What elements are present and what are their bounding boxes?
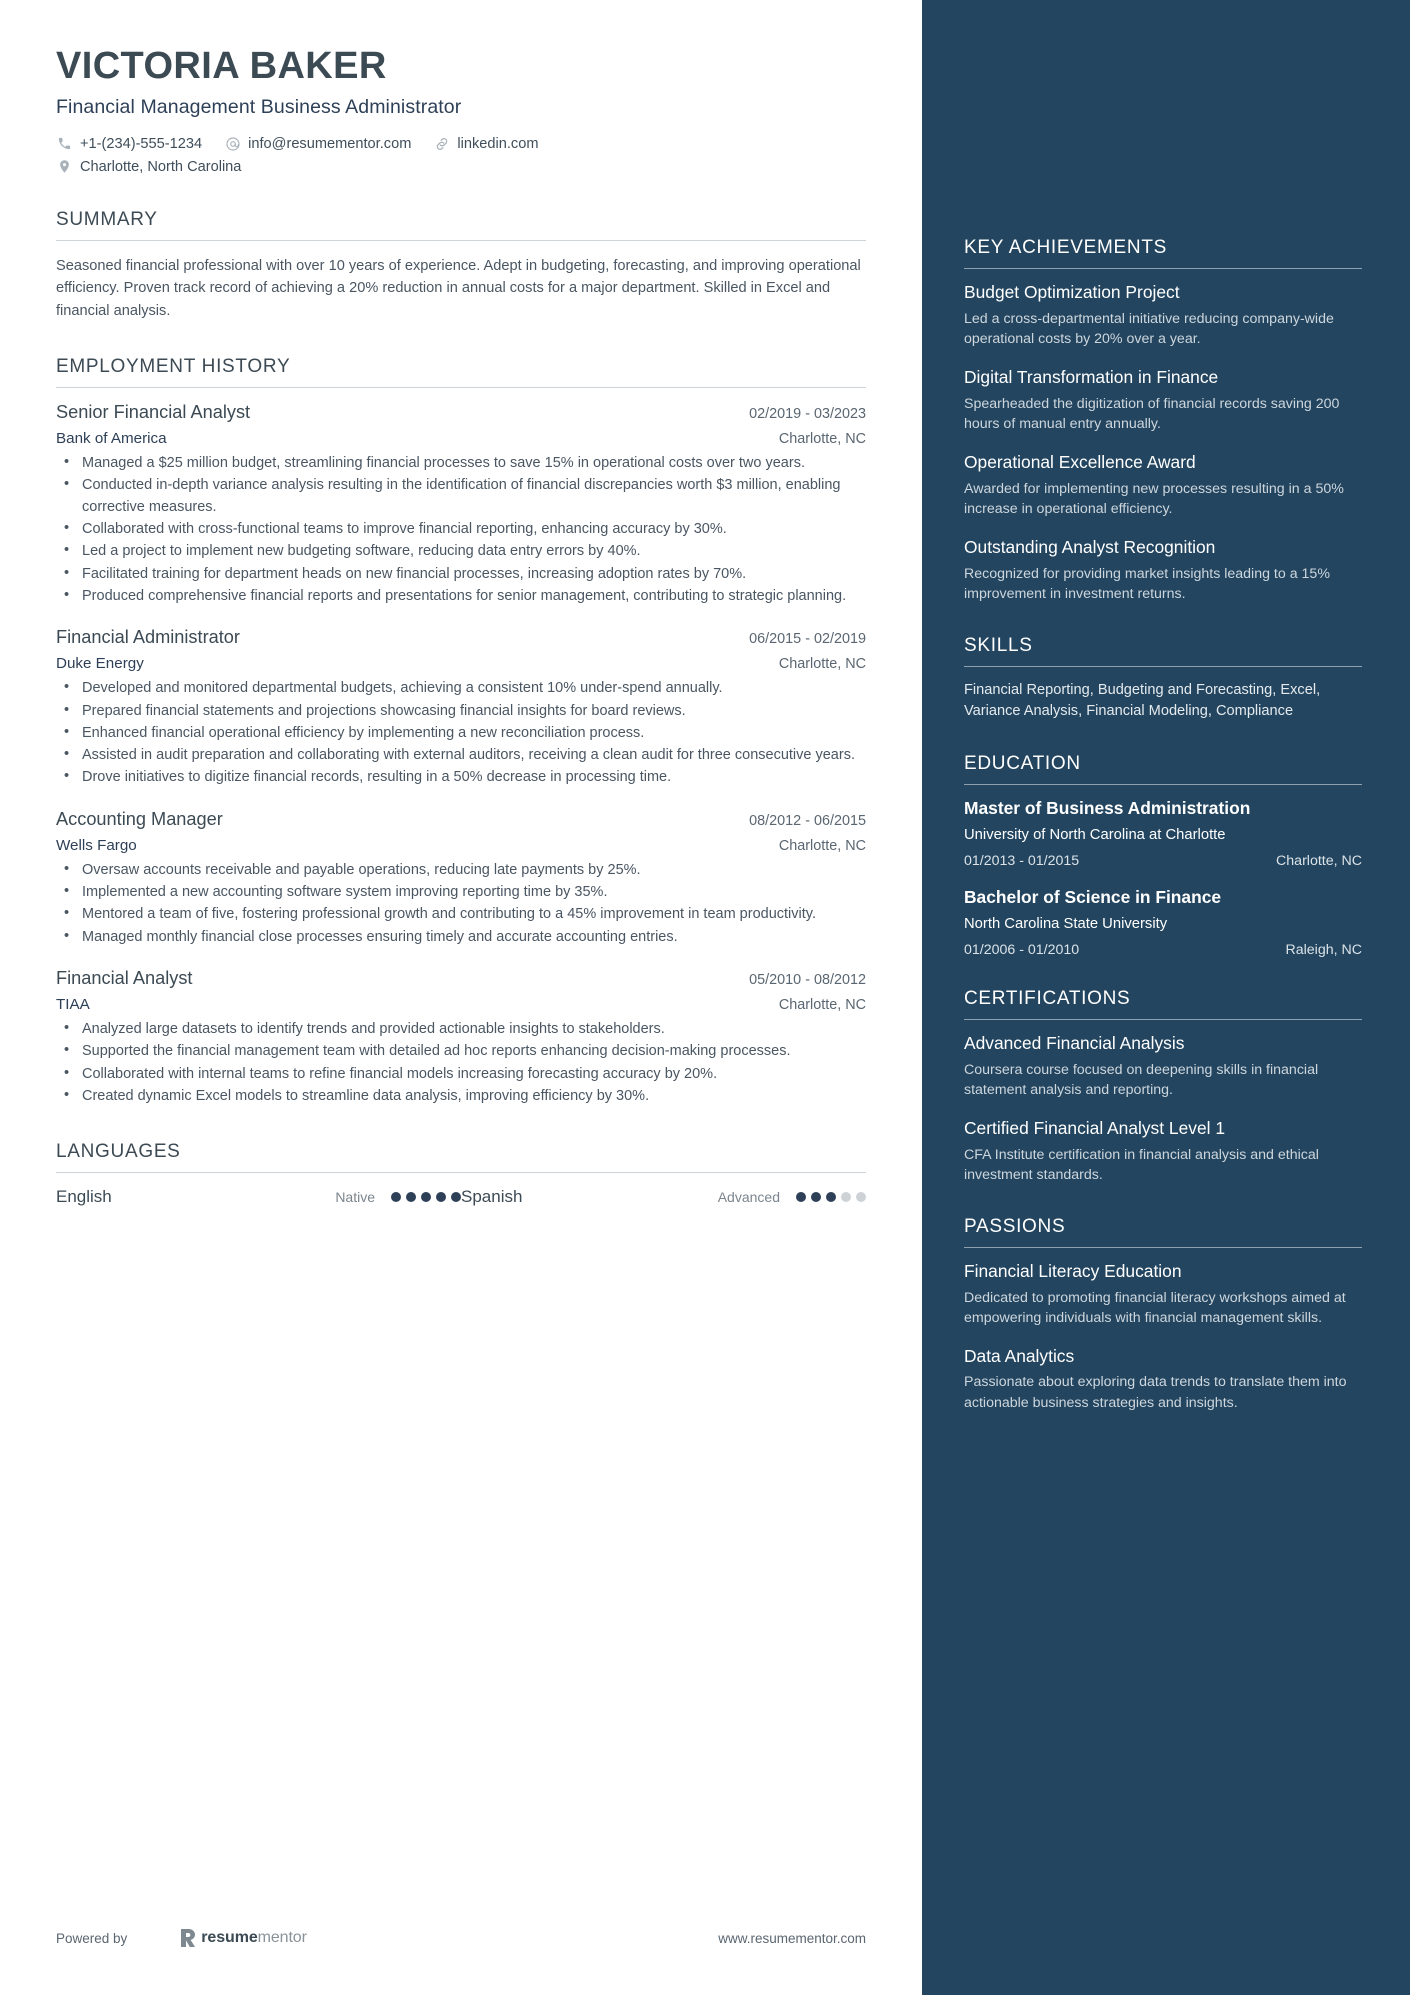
education-dates: 01/2013 - 01/2015 [964, 852, 1080, 869]
sidebar-entry-desc: Coursera course focused on deepening skills in financial statement analysis and reporting. [964, 1061, 1319, 1099]
job-bullet: • Implemented a new accounting software system improving reporting time by 35%. [56, 882, 866, 903]
candidate-job-title: Financial Management Business Administrator [56, 96, 462, 119]
language-proficiency-dots [796, 1192, 866, 1202]
job-role: Financial Analyst [56, 968, 193, 989]
sidebar-entry-title: Digital Transformation in Finance [964, 366, 1219, 387]
job-bullet: • Supported the financial management team with detailed ad hoc reports enhancing decision-making processes. [56, 1041, 866, 1062]
sidebar-entry-title: Advanced Financial Analysis [964, 1032, 1185, 1053]
job-bullet: • Oversaw accounts receivable and payable operations, reducing late payments by 25%. [56, 860, 866, 881]
education-location: Charlotte, NC [1276, 852, 1362, 869]
skills-heading: SKILLS [964, 634, 1033, 656]
job-title-row [56, 402, 866, 423]
sidebar-entry [964, 1118, 1362, 1186]
sidebar-entry [964, 1261, 1362, 1329]
job-company-row [56, 655, 866, 672]
job-bullet: • Managed monthly financial close processes ensuring timely and accurate accounting entries. [56, 927, 866, 948]
sidebar-entry-title: Outstanding Analyst Recognition [964, 536, 1216, 557]
job-company: Duke Energy [56, 655, 144, 673]
location-pin-icon [56, 158, 73, 175]
language-level: Advanced [717, 1189, 780, 1206]
job-bullet: • Managed a $25 million budget, streamlining financial processes to save 15% in operational costs over two years. [56, 453, 866, 474]
proficiency-dot [841, 1192, 851, 1202]
passions-divider [964, 1247, 1362, 1248]
education-section [964, 753, 1362, 958]
job-bullets [56, 678, 866, 789]
sidebar-entry [964, 282, 1362, 350]
job-bullets [56, 1019, 866, 1107]
employment-heading: EMPLOYMENT HISTORY [56, 356, 291, 378]
employment-divider [56, 387, 866, 388]
linkedin-text: linkedin.com [457, 135, 539, 152]
job-title-row [56, 627, 866, 648]
job-bullet: • Mentored a team of five, fostering professional growth and contributing to a 45% improvement in team productivity. [56, 904, 866, 925]
contact-line-1 [56, 135, 866, 152]
job-location: Charlotte, NC [778, 656, 866, 673]
contact-location [56, 158, 241, 175]
job-bullet: • Collaborated with internal teams to refine financial models increasing forecasting accuracy by 20%. [56, 1064, 866, 1085]
proficiency-dot [421, 1192, 431, 1202]
job-bullet: • Drove initiatives to digitize financial records, resulting in a 50% decrease in processing time. [56, 767, 866, 788]
languages-section [56, 1141, 866, 1207]
sidebar-entry-title: Certified Financial Analyst Level 1 [964, 1117, 1225, 1138]
job-bullet: • Conducted in-depth variance analysis resulting in the identification of financial discrepancies worth $3 million, enabling corrective measures. [56, 475, 866, 518]
resumementor-wordmark [201, 1929, 307, 1947]
job-location: Charlotte, NC [778, 997, 866, 1014]
link-icon [433, 135, 450, 152]
sidebar-column [922, 0, 1410, 1995]
contact-email[interactable] [224, 135, 411, 152]
proficiency-dot [796, 1192, 806, 1202]
sidebar-entry [964, 537, 1362, 605]
passions-list [964, 1261, 1362, 1414]
languages-list [56, 1187, 866, 1207]
achievements-divider [964, 268, 1362, 269]
sidebar-entry-title: Data Analytics [964, 1345, 1075, 1366]
language-proficiency-dots [391, 1192, 461, 1202]
proficiency-dot [436, 1192, 446, 1202]
email-text: info@resumementor.com [248, 135, 412, 152]
sidebar-entry-desc: Passionate about exploring data trends to translate them into actionable business strategies and insights. [964, 1374, 1347, 1412]
contact-info [56, 135, 866, 175]
languages-divider [56, 1172, 866, 1173]
sidebar-entry-desc: CFA Institute certification in financial analysis and ethical investment standards. [964, 1146, 1319, 1184]
language-name: Spanish [461, 1187, 523, 1207]
page-footer [56, 1929, 866, 1947]
location-text: Charlotte, North Carolina [80, 158, 242, 175]
footer-branding [56, 1929, 307, 1947]
job-company-row [56, 996, 866, 1013]
education-heading: EDUCATION [964, 752, 1081, 774]
job-bullet: • Developed and monitored departmental budgets, achieving a consistent 10% under-spend annually. [56, 678, 866, 699]
job-bullet: • Prepared financial statements and projections showcasing financial insights for board reviews. [56, 701, 866, 722]
job-bullet: • Led a project to implement new budgeting software, reducing data entry errors by 40%. [56, 541, 866, 562]
sidebar-entry-desc: Led a cross-departmental initiative reducing company-wide operational costs by 20% over a year. [964, 310, 1334, 348]
proficiency-dot [811, 1192, 821, 1202]
language-level: Native [335, 1189, 375, 1206]
job-bullets [56, 860, 866, 948]
job-bullets [56, 453, 866, 607]
job-bullet: • Assisted in audit preparation and collaborating with external auditors, receiving a clean audit for three consecutive years. [56, 745, 866, 766]
resumementor-logo [179, 1929, 307, 1947]
sidebar-entry [964, 1033, 1362, 1101]
job-dates: 08/2012 - 06/2015 [749, 812, 866, 829]
phone-icon [56, 135, 73, 152]
employment-list [56, 402, 866, 1107]
resumementor-mark-icon [179, 1929, 195, 1947]
job-entry [56, 627, 866, 789]
contact-linkedin[interactable] [433, 135, 538, 152]
certifications-list [964, 1033, 1362, 1186]
education-meta [964, 942, 1362, 958]
job-role: Senior Financial Analyst [56, 402, 251, 423]
job-dates: 02/2019 - 03/2023 [749, 406, 866, 423]
sidebar-entry [964, 1346, 1362, 1414]
job-bullet: • Analyzed large datasets to identify trends and provided actionable insights to stakeholders. [56, 1019, 866, 1040]
proficiency-dot [406, 1192, 416, 1202]
job-entry [56, 809, 866, 948]
job-dates: 05/2010 - 08/2012 [749, 972, 866, 989]
language-name: English [56, 1187, 112, 1207]
skills-text: Financial Reporting, Budgeting and Forecasting, Excel, Variance Analysis, Financial Modeling, Compliance [964, 681, 1321, 720]
contact-phone[interactable] [56, 135, 202, 152]
summary-heading: SUMMARY [56, 209, 158, 231]
sidebar-entry-desc: Spearheaded the digitization of financial records saving 200 hours of manual entry annually. [964, 395, 1340, 433]
education-dates: 01/2006 - 01/2010 [964, 941, 1080, 958]
job-bullet: • Facilitated training for department heads on new financial processes, increasing adoption rates by 70%. [56, 564, 866, 585]
education-entry [964, 887, 1362, 958]
education-institution: University of North Carolina at Charlotte [964, 826, 1226, 843]
contact-line-2 [56, 158, 866, 175]
job-company: Wells Fargo [56, 836, 137, 854]
job-company: Bank of America [56, 430, 167, 448]
footer-website: www.resumementor.com [718, 1930, 866, 1946]
sidebar-entry [964, 452, 1362, 520]
job-company-row [56, 430, 866, 447]
sidebar-entry-desc: Dedicated to promoting financial literacy workshops aimed at empowering individuals with financial management skills. [964, 1289, 1346, 1327]
language-item [56, 1187, 461, 1207]
sidebar-entry-title: Budget Optimization Project [964, 282, 1180, 302]
job-title-row [56, 968, 866, 989]
job-entry [56, 968, 866, 1107]
summary-text: Seasoned financial professional with over 10 years of experience. Adept in budgeting, forecasting, and improving operational efficiency. Proven track record of achieving a 20% reduction in annual costs for a major department. Skilled in Excel and financial analysis. [56, 258, 861, 319]
job-location: Charlotte, NC [778, 837, 866, 854]
sidebar-entry-desc: Recognized for providing market insights leading to a 15% improvement in investment returns. [964, 565, 1330, 603]
certifications-section [964, 988, 1362, 1186]
job-entry [56, 402, 866, 607]
job-location: Charlotte, NC [778, 431, 866, 448]
job-company: TIAA [56, 996, 90, 1014]
proficiency-dot [451, 1192, 461, 1202]
job-company-row [56, 837, 866, 854]
resume-header [56, 46, 866, 175]
proficiency-dot [826, 1192, 836, 1202]
job-role: Financial Administrator [56, 627, 240, 648]
passions-heading: PASSIONS [964, 1215, 1066, 1237]
brand-bold: resume [201, 1929, 258, 1946]
education-degree: Master of Business Administration [964, 797, 1251, 818]
sidebar-entry-title: Operational Excellence Award [964, 451, 1196, 472]
job-dates: 06/2015 - 02/2019 [749, 631, 866, 648]
education-list [964, 798, 1362, 958]
candidate-name: VICTORIA BAKER [56, 45, 387, 87]
summary-section [56, 209, 866, 322]
sidebar-top-spacer [964, 46, 1362, 207]
powered-by-label: Powered by [56, 1930, 128, 1946]
job-title-row [56, 809, 866, 830]
achievements-list [964, 282, 1362, 605]
education-degree: Bachelor of Science in Finance [964, 886, 1222, 907]
brand-light: mentor [257, 1929, 307, 1946]
skills-section [964, 635, 1362, 723]
proficiency-dot [391, 1192, 401, 1202]
education-institution: North Carolina State University [964, 915, 1168, 932]
education-entry [964, 798, 1362, 869]
languages-heading: LANGUAGES [56, 1141, 181, 1163]
certifications-heading: CERTIFICATIONS [964, 987, 1131, 1009]
phone-text: +1-(234)-555-1234 [80, 135, 203, 152]
job-bullet: • Collaborated with cross-functional teams to improve financial reporting, enhancing accuracy by 30%. [56, 519, 866, 540]
job-bullet: • Enhanced financial operational efficiency by implementing a new reconciliation process. [56, 723, 866, 744]
achievements-heading: KEY ACHIEVEMENTS [964, 237, 1168, 258]
proficiency-dot [856, 1192, 866, 1202]
job-role: Accounting Manager [56, 808, 223, 829]
education-divider [964, 784, 1362, 785]
employment-section [56, 356, 866, 1107]
sidebar-entry-title: Financial Literacy Education [964, 1260, 1182, 1281]
passions-section [964, 1216, 1362, 1414]
language-item [461, 1187, 866, 1207]
job-bullet: • Created dynamic Excel models to streamline data analysis, improving efficiency by 30%. [56, 1086, 866, 1107]
sidebar-entry-desc: Awarded for implementing new processes resulting in a 50% increase in operational efficiency. [964, 480, 1344, 518]
certifications-divider [964, 1019, 1362, 1020]
education-meta [964, 853, 1362, 869]
job-bullet: • Produced comprehensive financial reports and presentations for senior management, contributing to strategic planning. [56, 586, 866, 607]
education-location: Raleigh, NC [1285, 941, 1362, 958]
achievements-section [964, 237, 1362, 605]
email-at-icon [224, 135, 241, 152]
summary-divider [56, 240, 866, 241]
skills-divider [964, 666, 1362, 667]
sidebar-entry [964, 367, 1362, 435]
